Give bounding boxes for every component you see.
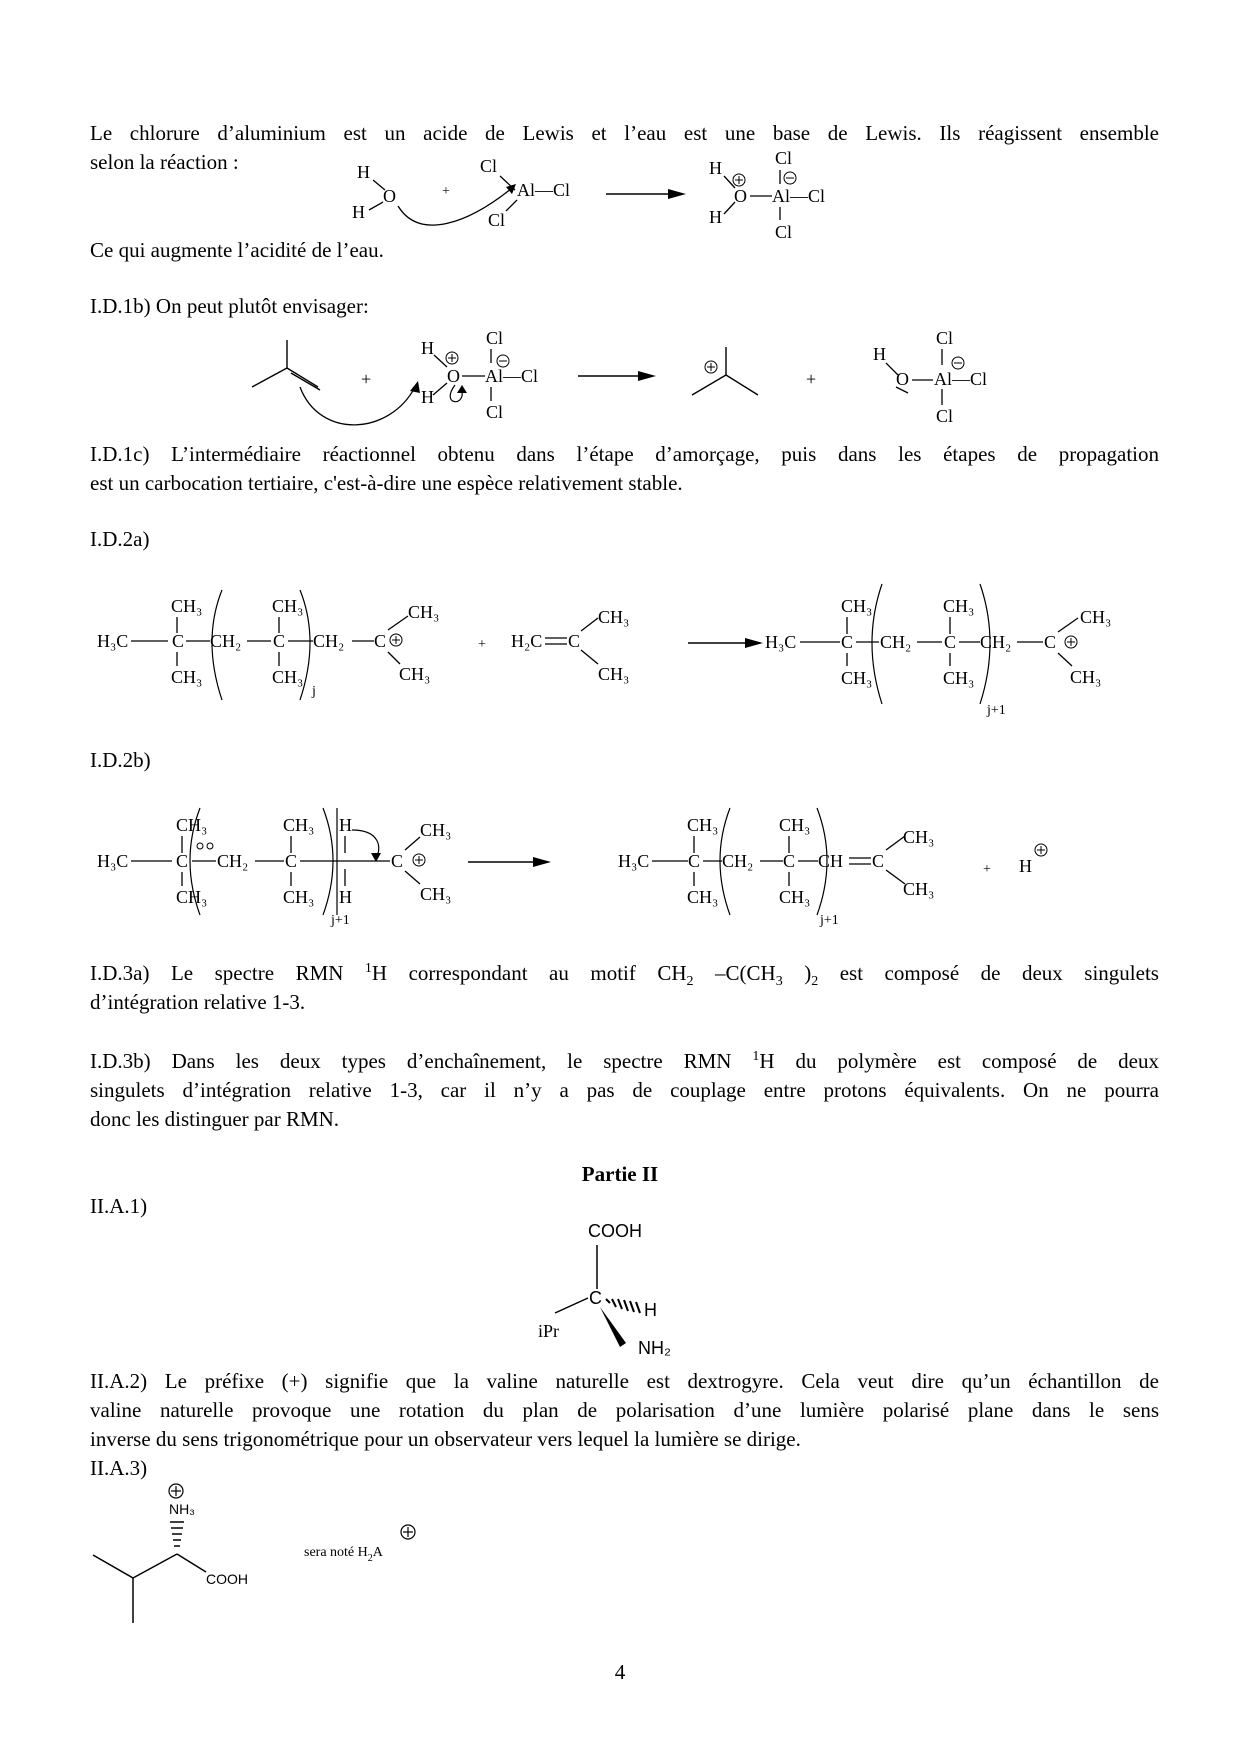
svg-text:CH₃: CH₃	[903, 879, 935, 899]
svg-text:H₃C: H₃C	[97, 851, 129, 871]
svg-text:CH₃: CH₃	[779, 815, 811, 835]
svg-text:j+1: j+1	[331, 913, 350, 928]
svg-text:CH₃: CH₃	[841, 668, 873, 688]
svg-text:H: H	[357, 162, 370, 182]
svg-text:CH₃: CH₃	[420, 884, 452, 904]
svg-text:+: +	[983, 862, 991, 877]
svg-text:COOH: COOH	[206, 1571, 248, 1587]
svg-text:Cl: Cl	[775, 222, 793, 242]
svg-text:O: O	[383, 186, 396, 206]
reaction-initiation	[0, 325, 1240, 435]
svg-text:C: C	[176, 851, 189, 871]
svg-text:CH₃: CH₃	[598, 607, 630, 627]
svg-text:CH₃: CH₃	[598, 664, 630, 684]
svg-text:CH₃: CH₃	[399, 664, 431, 684]
svg-text:Cl: Cl	[936, 328, 954, 348]
svg-text:H: H	[873, 344, 886, 364]
svg-text:Cl: Cl	[775, 148, 793, 168]
svg-text:O: O	[447, 366, 460, 386]
svg-text:CH₃: CH₃	[687, 815, 719, 835]
svg-text:CH₂: CH₂	[210, 631, 242, 651]
svg-text:CH₃: CH₃	[272, 596, 304, 616]
section-iia3-label: II.A.3)	[90, 1456, 148, 1480]
svg-text:Cl: Cl	[486, 402, 504, 422]
svg-text:C: C	[872, 851, 885, 871]
svg-text:H: H	[709, 207, 722, 227]
svg-text:CH₂: CH₂	[217, 851, 249, 871]
svg-text:+: +	[806, 369, 817, 389]
svg-text:CH₃: CH₃	[1080, 607, 1112, 627]
svg-text:CH₂: CH₂	[722, 851, 754, 871]
svg-text:C: C	[172, 631, 185, 651]
svg-text:H₃C: H₃C	[97, 631, 129, 651]
svg-text:C: C	[273, 631, 286, 651]
section-id2a-label: I.D.2a)	[90, 527, 150, 551]
svg-text:j+1: j+1	[820, 913, 839, 928]
svg-text:Cl: Cl	[936, 406, 954, 426]
valine-3d-structure	[0, 1215, 1240, 1365]
page-number: 4	[614, 1660, 626, 1684]
svg-text:CH₃: CH₃	[943, 596, 975, 616]
svg-text:H₂C: H₂C	[511, 631, 543, 651]
section-id3b-line-2: singulets d’intégration relative 1-3, car il n’y a pas de couplage entre protons équivalents. On ne pourra	[90, 1078, 1159, 1102]
svg-text:CH₂: CH₂	[313, 631, 345, 651]
svg-text:H: H	[352, 202, 365, 222]
section-id3a-line-1: I.D.3a) Le spectre RMN $^1$H correspondant au motif $CH_2$ $-C(CH_3$ )$_2$ est composé de deux singulets	[90, 961, 1159, 990]
svg-text:CH₃: CH₃	[283, 815, 315, 835]
svg-text:Al—Cl: Al—Cl	[934, 369, 988, 389]
svg-text:j+1: j+1	[987, 703, 1006, 718]
svg-text:CH₃: CH₃	[687, 887, 719, 907]
svg-text:CH: CH	[818, 851, 844, 871]
svg-text:Al—Cl: Al—Cl	[772, 186, 826, 206]
svg-text:+: +	[442, 184, 450, 199]
svg-text:Cl: Cl	[488, 210, 506, 230]
svg-text:COOH: COOH	[588, 1221, 642, 1241]
svg-text:H: H	[644, 1300, 657, 1320]
svg-text:C: C	[688, 851, 701, 871]
svg-text:C: C	[1044, 632, 1057, 652]
section-id1c-line-2: est un carbocation tertiaire, c'est-à-dire une espèce relativement stable.	[90, 471, 683, 495]
svg-text:C: C	[374, 631, 387, 651]
svg-text:CH₃: CH₃	[283, 887, 315, 907]
svg-text:CH₃: CH₃	[171, 667, 203, 687]
svg-text:+: +	[361, 369, 372, 389]
svg-text:NH₂: NH₂	[638, 1338, 671, 1358]
svg-text:+: +	[478, 637, 486, 652]
svg-text:C: C	[841, 632, 854, 652]
svg-text:CH₃: CH₃	[171, 596, 203, 616]
svg-text:C: C	[568, 631, 581, 651]
svg-text:CH₃: CH₃	[420, 820, 452, 840]
section-id3a-line-2: d’intégration relative 1-3.	[90, 990, 306, 1014]
section-iia1-label: II.A.1)	[90, 1194, 148, 1218]
svg-text:C: C	[783, 851, 796, 871]
part-title: Partie II	[581, 1162, 659, 1186]
svg-text:C: C	[285, 851, 298, 871]
svg-text:j: j	[312, 684, 316, 699]
svg-text:H: H	[339, 815, 352, 835]
section-id2b-label: I.D.2b)	[90, 748, 151, 772]
intro-line-2: selon la réaction :	[90, 150, 239, 174]
section-iia2-line-1: II.A.2) Le préfixe (+) signifie que la valine naturelle est dextrogyre. Cela veut dire qu’un échantillon de	[90, 1369, 1159, 1393]
svg-text:CH₃: CH₃	[176, 887, 208, 907]
svg-text:CH₃: CH₃	[903, 827, 935, 847]
svg-text:O: O	[896, 369, 909, 389]
svg-text:Cl: Cl	[486, 328, 504, 348]
protonated-valine-structure	[0, 1480, 1240, 1630]
section-id3b-line-3: donc les distinguer par RMN.	[90, 1107, 340, 1131]
section-id1c-line-1: I.D.1c) L’intermédiaire réactionnel obtenu dans l’étape d’amorçage, puis dans les étapes de propagation	[90, 442, 1159, 466]
reaction-lewis-acid-base	[0, 150, 1240, 250]
svg-text:CH₃: CH₃	[943, 668, 975, 688]
svg-text:Cl: Cl	[480, 156, 498, 176]
svg-text:CH₃: CH₃	[779, 887, 811, 907]
svg-text:CH₃: CH₃	[841, 596, 873, 616]
svg-text:CH₃: CH₃	[1070, 667, 1102, 687]
svg-text:H: H	[421, 387, 434, 407]
svg-text:H: H	[339, 887, 352, 907]
svg-text:O: O	[734, 186, 747, 206]
svg-text:H₃C: H₃C	[618, 851, 650, 871]
section-id1b: I.D.1b) On peut plutôt envisager:	[90, 294, 369, 318]
reaction-termination	[0, 800, 1240, 950]
svg-text:CH₂: CH₂	[980, 632, 1012, 652]
svg-text:C: C	[391, 851, 404, 871]
section-id3b-line-1: I.D.3b) Dans les deux types d’enchaînement, le spectre RMN $^1$H du polymère est composé de deux	[90, 1049, 1159, 1073]
svg-text:C: C	[589, 1288, 602, 1308]
svg-text:H: H	[709, 158, 722, 178]
section-iia2-line-3: inverse du sens trigonométrique pour un observateur vers lequel la lumière se dirige.	[90, 1427, 801, 1451]
svg-text:iPr: iPr	[538, 1321, 560, 1341]
svg-text:Al—Cl: Al—Cl	[485, 366, 539, 386]
svg-text:CH₃: CH₃	[408, 602, 440, 622]
svg-text:H₃C: H₃C	[765, 632, 797, 652]
svg-text:Al—Cl: Al—Cl	[517, 180, 571, 200]
svg-text:H: H	[421, 338, 434, 358]
svg-text:CH₂: CH₂	[880, 632, 912, 652]
intro-line-3: Ce qui augmente l’acidité de l’eau.	[90, 238, 384, 262]
svg-text:CH₃: CH₃	[176, 815, 208, 835]
intro-line-1: Le chlorure d’aluminium est un acide de Lewis et l’eau est une base de Lewis. Ils réagissent ensemble	[90, 121, 1159, 145]
svg-text:NH₃: NH₃	[169, 1501, 195, 1517]
note-label: sera noté $H_2A$	[304, 1545, 383, 1564]
svg-text:C: C	[944, 632, 957, 652]
section-iia2-line-2: valine naturelle provoque une rotation du plan de polarisation d’une lumière polarisé plane dans le sens	[90, 1398, 1159, 1422]
svg-text:CH₃: CH₃	[272, 667, 304, 687]
reaction-propagation	[0, 580, 1240, 730]
svg-text:H: H	[1019, 856, 1032, 876]
